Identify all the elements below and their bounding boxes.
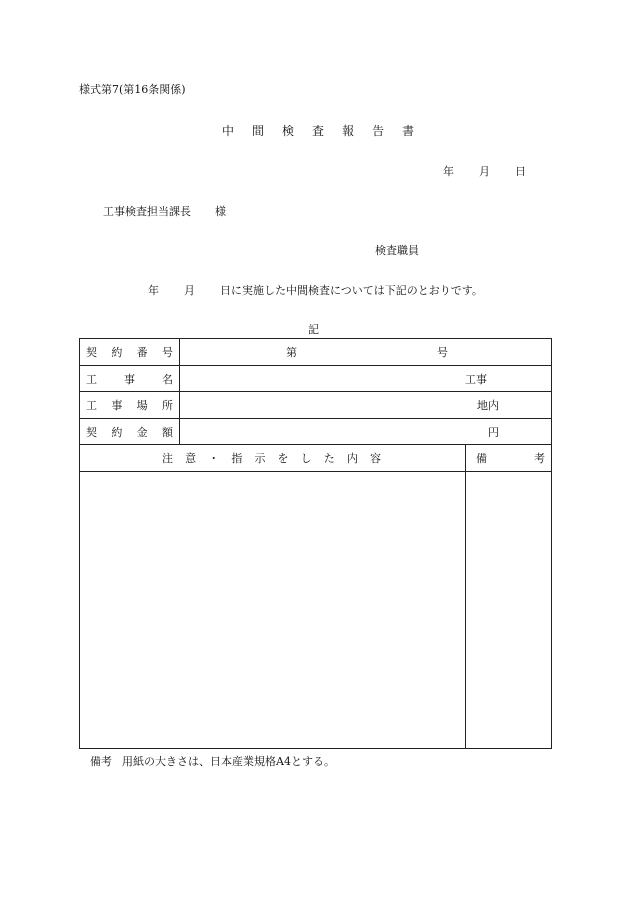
project-name-label	[80, 366, 180, 391]
header-char: し	[300, 452, 312, 465]
remarks-content-field[interactable]	[466, 472, 551, 748]
footnote-label: 備考	[90, 755, 112, 768]
notes-column-header	[80, 445, 466, 471]
notes-header-row	[80, 445, 551, 472]
label-char: 号	[161, 346, 173, 359]
header-char: 備	[476, 452, 487, 465]
contract-number-suffix: 号	[437, 346, 448, 359]
footnote-text: 用紙の大きさは、日本産業規格A4とする。	[122, 755, 335, 768]
header-char: 注	[162, 452, 173, 465]
label-char: 約	[111, 425, 123, 439]
header-char: た	[323, 452, 335, 465]
inspection-statement	[148, 282, 483, 298]
project-name-field[interactable]	[180, 366, 551, 391]
header-char: 指	[231, 452, 243, 465]
contract-amount-row	[80, 419, 551, 445]
header-char: 考	[534, 452, 545, 465]
report-date	[443, 163, 526, 179]
label-char: 番	[136, 346, 148, 359]
project-name-row	[80, 366, 551, 392]
addressee	[103, 203, 226, 219]
footnote	[90, 753, 335, 769]
label-char: 約	[111, 346, 123, 359]
label-char: 工	[86, 399, 97, 412]
contract-number-field[interactable]	[180, 339, 551, 365]
label-char: 所	[161, 399, 173, 412]
label-char: 契	[86, 346, 97, 359]
contract-number-label	[80, 339, 180, 365]
label-char: 金	[136, 425, 148, 439]
title-char: 告	[372, 124, 385, 138]
date-day-label: 日	[515, 165, 526, 178]
title-char: 報	[342, 124, 355, 138]
header-char: 示	[254, 452, 266, 465]
label-char: 事	[111, 399, 123, 412]
statement-text: 日に実施した中間検査については下記のとおりです。	[220, 284, 483, 297]
label-char: 工	[86, 372, 97, 386]
notes-content-field[interactable]	[80, 472, 466, 748]
label-char: 場	[136, 399, 148, 412]
label-char: 事	[124, 372, 135, 386]
contract-amount-suffix: 円	[488, 425, 499, 439]
addressee-title: 工事検査担当課長	[103, 205, 191, 218]
contract-number-prefix: 第	[286, 346, 297, 359]
document-title	[222, 122, 414, 139]
title-char: 査	[312, 124, 325, 138]
addressee-honorific: 様	[215, 205, 226, 218]
title-char: 中	[222, 124, 235, 138]
title-char: 書	[402, 124, 415, 138]
header-char: 容	[369, 452, 381, 465]
ki-heading: 記	[308, 323, 319, 336]
statement-year-label: 年	[148, 284, 159, 297]
project-location-row	[80, 392, 551, 419]
title-char: 検	[282, 124, 295, 138]
date-month-label: 月	[479, 165, 490, 178]
header-char: を	[277, 452, 289, 465]
statement-month-label: 月	[184, 284, 195, 297]
date-year-label: 年	[443, 165, 454, 178]
contract-number-row	[80, 339, 551, 366]
project-name-suffix: 工事	[465, 372, 487, 386]
label-char: 額	[161, 425, 173, 439]
header-char: 内	[346, 452, 358, 465]
label-char: 名	[162, 372, 173, 386]
project-location-field[interactable]	[180, 392, 551, 418]
inspector-label: 検査職員	[375, 244, 419, 257]
project-location-suffix: 地内	[477, 399, 499, 412]
contract-amount-label	[80, 419, 180, 444]
project-location-label	[80, 392, 180, 418]
label-char: 契	[86, 425, 97, 439]
form-number: 様式第7(第16条関係)	[79, 83, 186, 96]
notes-body-area	[80, 472, 551, 748]
remarks-column-header	[466, 445, 551, 471]
title-char: 間	[252, 124, 265, 138]
header-char: ・	[208, 452, 220, 465]
header-char: 意	[185, 452, 197, 465]
inspection-form-table	[79, 338, 552, 749]
contract-amount-field[interactable]	[180, 419, 551, 444]
